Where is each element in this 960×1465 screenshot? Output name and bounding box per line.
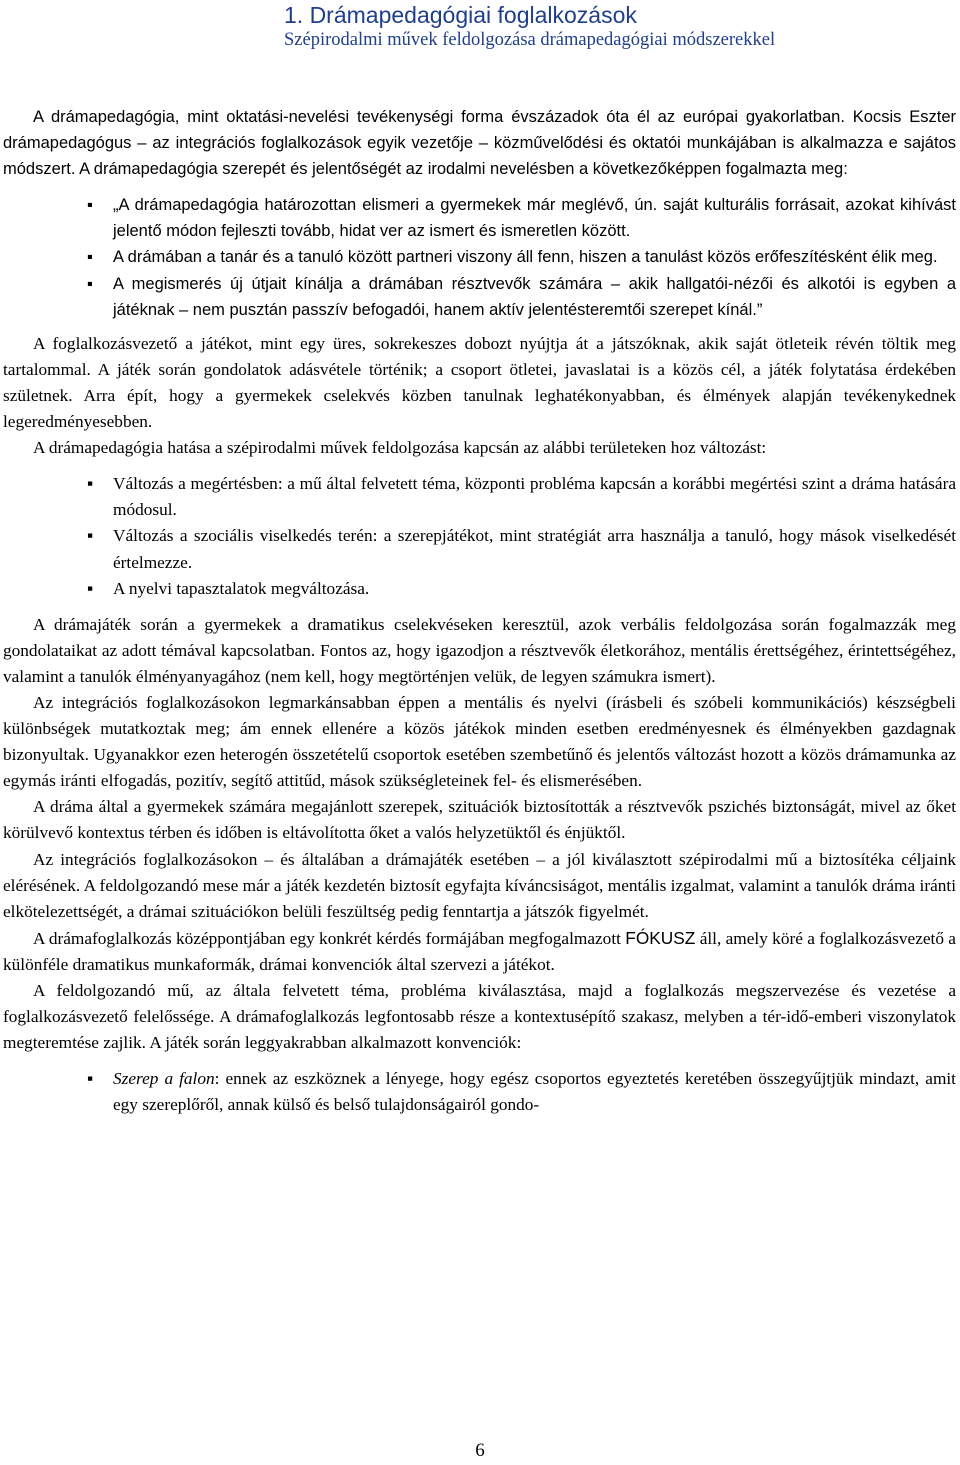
bullet-icon: ▪: [87, 578, 94, 598]
intro-text-a: A drámapedagógia, mint oktatási-nevelési tevékenységi forma évszázadok óta él az európai gyakorlatban. Kocsis Eszter drámapedagógus – az integrációs foglalkozások egyik vezetője – közművelődési és oktatói munkájában is alkalmazza e sajátos módszert.: [3, 108, 956, 179]
list-item-text: „A drámapedagógia határozottan elismeri a gyermekek már meglévő, ún. saját kulturális forrásait, azokat kihívást jelentő módon fejleszti tovább, hidat ver az ismert és ismeretlen között.: [113, 196, 956, 241]
intro-text-b: A drámapedagógia szerepét és jelentőségét az irodalmi nevelésben a következőképpen fogalmazta meg:: [79, 160, 848, 179]
intro-paragraph: [3, 104, 956, 182]
paragraph: Az integrációs foglalkozásokon legmarkánsabban éppen a mentális és nyelvi (írásbeli és szóbeli kommunikációs) készségbeli különbségek mutatkoztak meg; ám ennek ellenére a közös játékok minden esetben eredményesnek és élményekben gazdagnak bizonyultak. Ugyanakkor ezen heterogén összetételű csoportok esetében szembetűnő és jelentős változást hozott a közös drámamunka az egymás iránti elfogadás, pozitív, segítő attitűd, mások szükségleteinek fel- és elismerésében.: [3, 692, 956, 791]
focus-text-after: áll, amely köré a foglalkozásvezető a különféle dramatikus munkaformák, drámai konvenciók által szervezi a játékot.: [3, 928, 956, 974]
list-item: [3, 192, 956, 244]
bullet-icon: ▪: [87, 274, 93, 293]
bullet-icon: ▪: [87, 248, 93, 267]
change-list: [3, 471, 956, 601]
bullet-icon: ▪: [87, 196, 93, 215]
list-item-text: Változás a szociális viselkedés terén: a szerepjátékot, mint stratégiát arra használja a tanuló, hogy mások viselkedését értelmezze.: [113, 526, 956, 572]
paragraph: Az integrációs foglalkozásokon – és általában a drámajáték esetében – a jól kiválasztott szépirodalmi mű a biztosítéka céljaink elérésének. A feldolgozandó mese már a játék kezdetén biztosít egyfajta kíváncsiságot, mentális izgalmat, valamint a tanulók dráma iránti elkötelezettségét, a drámai szituációkon belüli feszültség pedig fenntartja a játszók figyelmét.: [3, 849, 956, 921]
convention-list: [3, 1066, 956, 1118]
paragraph: A feldolgozandó mű, az általa felvetett téma, probléma kiválasztása, majd a foglalkozás megszervezése és vezetése a foglalkozásvezető felelőssége. A drámafoglalkozás legfontosabb része a kontextusépítő szakasz, melyben a tér-idő-emberi viszonylatok megteremtése zajlik. A játék során leggyakrabban alkalmazott konvenciók:: [3, 981, 956, 1053]
page-number: 6: [475, 1440, 485, 1461]
convention-term: Szerep a falon: [113, 1069, 215, 1089]
paragraph: A drámapedagógia hatása a szépirodalmi művek feldolgozása kapcsán az alábbi területeken hoz változást:: [33, 438, 767, 458]
focus-text-before: A drámafoglalkozás középpontjában egy konkrét kérdés formájában megfogalmazott: [33, 928, 626, 948]
focus-term: FÓKUSZ: [625, 927, 696, 948]
paragraph: A dráma által a gyermekek számára megajánlott szerepek, szituációk biztosították a résztvevők pszichés biztonságát, mivel az őket körülvevő kontextus térben és időben is eltávolította őket a valós helyzetüktől és énjüktől.: [3, 797, 956, 843]
list-item: [3, 471, 956, 523]
list-item-text: A megismerés új útjait kínálja a drámában résztvevők számára – akik hallgatói-nézői és alkotói is egyben a játéknak – nem pusztán passzív befogadói, hanem aktív jelentésteremtői szerepet kínál.”: [113, 274, 956, 319]
bullet-icon: ▪: [87, 1069, 94, 1089]
section-subtitle: Szépirodalmi művek feldolgozása drámapedagógiai módszerekkel: [284, 30, 776, 50]
quote-list: [3, 192, 956, 322]
bullet-icon: ▪: [87, 526, 94, 546]
section-title: 1. Drámapedagógiai foglalkozások: [284, 2, 637, 28]
convention-text: : ennek az eszköznek a lényege, hogy egész csoportos egyeztetés keretében összegyűjtjük mindazt, amit egy szereplőről, annak külső és belső tulajdonságairól gondo-: [113, 1069, 956, 1115]
list-item: [3, 523, 956, 575]
bullet-icon: ▪: [87, 474, 94, 494]
focus-paragraph: [3, 925, 956, 978]
list-item: [3, 271, 956, 323]
list-item-text: A nyelvi tapasztalatok megváltozása.: [113, 578, 370, 598]
paragraph: A foglalkozásvezető a játékot, mint egy üres, sokrekeszes dobozt nyújtja át a játszóknak, akik saját ötleteik révén töltik meg tartalommal. A játék során gondolatok adásvétele történik; a csoport ötletei, javaslatai is a közös cél, a játék folytatása érdekében születnek. Arra épít, hogy a gyermekek cselekvés közben tanulnak leghatékonyabban, és élmények alapján tevékenykednek legeredményesebben.: [3, 333, 956, 432]
list-item: [3, 1066, 956, 1118]
list-item: [3, 576, 956, 602]
document-body: [3, 104, 956, 1118]
list-item-text: A drámában a tanár és a tanuló között partneri viszony áll fenn, hiszen a tanulást közös erőfeszítésként élik meg.: [113, 248, 938, 267]
list-item-text: Változás a megértésben: a mű által felvetett téma, központi probléma kapcsán a korábbi megértési szint a dráma hatására módosul.: [113, 474, 956, 520]
paragraph: A drámajáték során a gyermekek a dramatikus cselekvéseken keresztül, azok verbális feldolgozása során fogalmazzák meg gondolataikat az adott témával kapcsolatban. Fontos az, hogy igazodjon a résztvevők életkorához, mentális érettségéhez, érintettségéhez, valamint a tanulók élményanyagához (nem kell, hogy megtörténjen velük, de legyen számukra ismert).: [3, 614, 956, 686]
section-header: [284, 2, 775, 51]
list-item: [3, 244, 956, 270]
